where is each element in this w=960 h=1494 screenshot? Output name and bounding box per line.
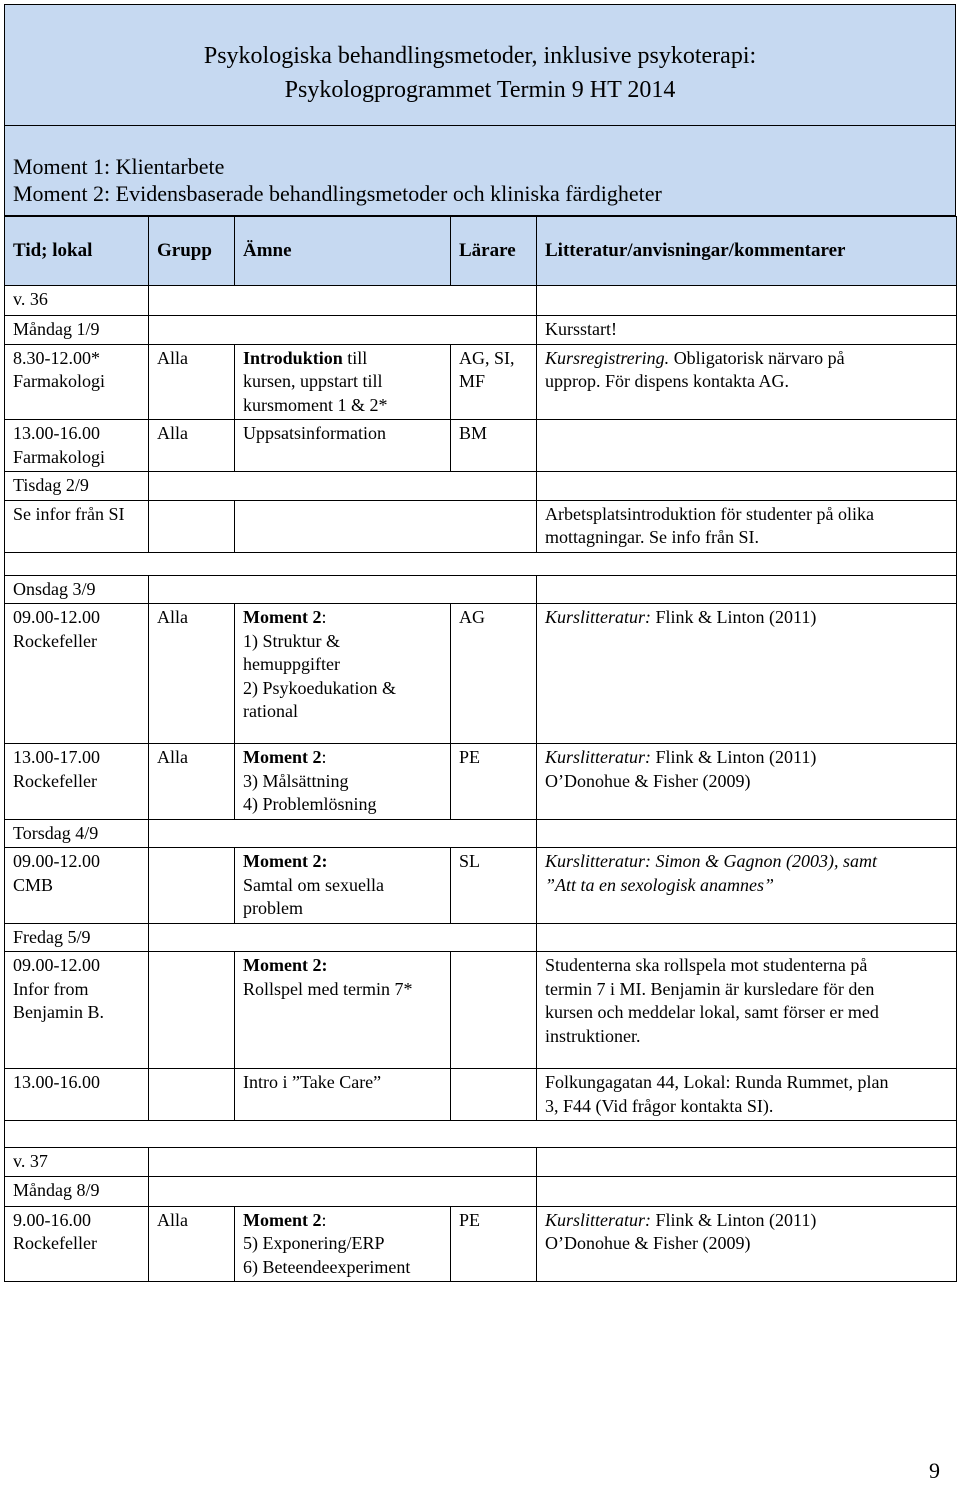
table-row xyxy=(5,500,957,552)
day-label: Fredag 5/9 xyxy=(5,923,149,952)
literature-text: O’Donohue & Fisher (2009) xyxy=(545,770,751,791)
teacher-text: PE xyxy=(451,744,537,820)
table-row xyxy=(5,848,957,924)
day-row xyxy=(5,575,957,604)
week-row xyxy=(5,286,957,316)
subject-bold: Moment 2: xyxy=(243,955,328,975)
teacher-text: AG xyxy=(451,604,537,744)
room-text: Rockefeller xyxy=(13,770,97,791)
title-line-2: Psykologprogrammet Termin 9 HT 2014 xyxy=(284,77,676,103)
subject-text: Rollspel med termin 7* xyxy=(243,978,413,999)
table-row xyxy=(5,1069,957,1121)
day-label: Torsdag 4/9 xyxy=(5,819,149,848)
table-row xyxy=(5,420,957,472)
group-cell: Alla xyxy=(149,344,235,420)
subject-text: kursmoment 1 & 2* xyxy=(243,394,388,415)
day-row xyxy=(5,923,957,952)
literature-text: Flink & Linton (2011) xyxy=(651,747,817,767)
course-start: Kursstart! xyxy=(537,316,957,345)
table-row xyxy=(5,952,957,1069)
literature-italic: Kursregistrering. xyxy=(545,347,670,368)
day-row xyxy=(5,472,957,501)
header-tid: Tid; lokal xyxy=(5,217,149,286)
week-row xyxy=(5,1148,957,1177)
literature-text: Studenterna ska rollspela mot studenterna på xyxy=(545,955,868,975)
group-cell: Alla xyxy=(149,420,235,472)
literature-text: instruktioner. xyxy=(545,1025,641,1046)
header-amne: Ämne xyxy=(235,217,451,286)
subject-text: problem xyxy=(243,898,303,918)
time-text: 13.00-16.00 xyxy=(5,1069,149,1121)
time-text: 09.00-12.00 xyxy=(13,607,100,627)
group-cell: Alla xyxy=(149,1206,235,1282)
subject-bold: Moment 2 xyxy=(243,1209,322,1230)
subject-text: 2) Psykoedukation & xyxy=(243,677,396,698)
literature-text: Flink & Linton (2011) xyxy=(651,607,817,627)
subject-text: kursen, uppstart till xyxy=(243,371,383,391)
literature-text: upprop. För dispens kontakta AG. xyxy=(545,371,789,391)
day-label: Måndag 8/9 xyxy=(5,1176,149,1206)
literature-text: O’Donohue & Fisher (2009) xyxy=(545,1233,751,1253)
moments-box xyxy=(4,126,956,216)
subject-text: 3) Målsättning xyxy=(243,770,349,791)
room-text: Rockefeller xyxy=(13,1233,97,1253)
header-grupp: Grupp xyxy=(149,217,235,286)
teacher-text: BM xyxy=(451,420,537,472)
subject-bold: Introduktion xyxy=(243,347,343,368)
schedule-page xyxy=(4,4,956,1282)
literature-italic: Kurslitteratur: Simon & Gagnon (2003), samt xyxy=(545,851,878,871)
time-text: 09.00-12.00 xyxy=(13,851,100,871)
header-row xyxy=(5,217,957,286)
time-text: Se infor från SI xyxy=(5,500,149,552)
subject-text: Samtal om sexuella xyxy=(243,874,384,895)
teacher-text: MF xyxy=(459,371,486,391)
day-label: Onsdag 3/9 xyxy=(5,575,149,604)
literature-italic: Kurslitteratur: xyxy=(545,1209,652,1230)
literature-text: kursen och meddelar lokal, samt förser er med xyxy=(545,1002,879,1022)
room-text: Farmakologi xyxy=(13,371,105,391)
day-row xyxy=(5,819,957,848)
literature-text: mottagningar. Se info från SI. xyxy=(545,527,759,547)
literature-text: termin 7 i MI. Benjamin är kursledare för den xyxy=(545,978,875,999)
teacher-text: SL xyxy=(451,848,537,924)
time-text: 9.00-16.00 xyxy=(13,1209,91,1230)
literature-italic: Kurslitteratur: xyxy=(545,607,652,627)
literature-text: Folkungagatan 44, Lokal: Runda Rummet, plan xyxy=(545,1072,889,1092)
time-text: 8.30-12.00* xyxy=(13,347,100,368)
header-larare: Lärare xyxy=(451,217,537,286)
header-litteratur: Litteratur/anvisningar/kommentarer xyxy=(537,217,957,286)
subject-bold: Moment 2 xyxy=(243,747,322,767)
literature-italic: Kurslitteratur: xyxy=(545,747,652,767)
spacer-row xyxy=(5,552,957,575)
subject-text: Uppsatsinformation xyxy=(235,420,451,472)
subject-text: 1) Struktur & xyxy=(243,630,340,651)
teacher-text: PE xyxy=(451,1206,537,1282)
subject-bold: Moment 2: xyxy=(243,851,328,871)
literature-text: Flink & Linton (2011) xyxy=(651,1209,817,1230)
title-line-1: Psykologiska behandlingsmetoder, inklusive psykoterapi: xyxy=(203,43,757,69)
moment-1-title: Moment 1: Klientarbete xyxy=(13,154,225,179)
group-cell: Alla xyxy=(149,744,235,820)
subject-text: 6) Beteendeexperiment xyxy=(243,1256,411,1277)
moment-2-title: Moment 2: Evidensbaserade behandlingsmetoder och kliniska färdigheter xyxy=(13,181,662,206)
subject-text: 5) Exponering/ERP xyxy=(243,1233,385,1253)
subject-bold: Moment 2 xyxy=(243,607,322,627)
time-text: 13.00-16.00 xyxy=(13,423,100,443)
room-text: Benjamin B. xyxy=(13,1002,104,1022)
time-text: 09.00-12.00 xyxy=(13,955,100,975)
day-label: Måndag 1/9 xyxy=(5,316,149,345)
subject-text: : xyxy=(321,607,327,627)
literature-italic: ”Att ta en sexologisk anamnes” xyxy=(545,874,774,895)
day-row xyxy=(5,316,957,345)
literature-text: 3, F44 (Vid frågor kontakta SI). xyxy=(545,1095,774,1116)
page-number: 9 xyxy=(929,1458,940,1483)
room-text: Infor from xyxy=(13,978,89,999)
day-label: Tisdag 2/9 xyxy=(5,472,149,501)
spacer-row xyxy=(5,1121,957,1148)
literature-text: Obligatorisk närvaro på xyxy=(669,347,845,368)
subject-text: Intro i ”Take Care” xyxy=(235,1069,451,1121)
room-text: Rockefeller xyxy=(13,630,97,651)
week-label: v. 37 xyxy=(13,1151,48,1171)
table-row xyxy=(5,344,957,420)
subject-text: rational xyxy=(243,701,298,721)
subject-text: : xyxy=(321,1209,327,1230)
subject-text: hemuppgifter xyxy=(243,654,340,674)
subject-text: 4) Problemlösning xyxy=(243,794,377,814)
table-row xyxy=(5,744,957,820)
literature-text: Arbetsplatsintroduktion för studenter på olika xyxy=(545,503,874,524)
week-label: v. 36 xyxy=(13,289,48,309)
subject-text: till xyxy=(342,347,368,368)
day-row xyxy=(5,1176,957,1206)
room-text: CMB xyxy=(13,874,54,895)
time-text: 13.00-17.00 xyxy=(13,747,100,767)
table-row xyxy=(5,1206,957,1282)
room-text: Farmakologi xyxy=(13,446,105,467)
schedule-table xyxy=(4,216,957,1282)
title-box xyxy=(4,4,956,126)
teacher-text: AG, SI, xyxy=(459,347,515,368)
subject-text: : xyxy=(321,747,327,767)
group-cell: Alla xyxy=(149,604,235,744)
table-row xyxy=(5,604,957,744)
